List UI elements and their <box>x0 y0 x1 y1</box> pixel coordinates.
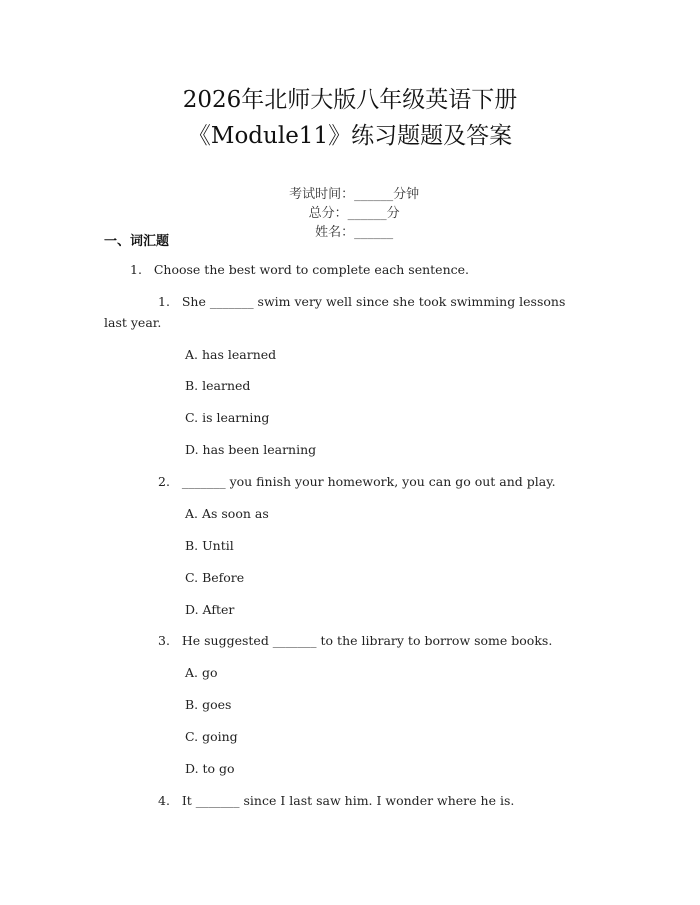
exam-name-field: 姓名：______ <box>315 225 394 240</box>
question-2-option-c: C. Before <box>185 570 245 585</box>
instruction: 1. Choose the best word to complete each sentence. <box>130 262 470 277</box>
question-3-option-a: A. go <box>185 665 218 680</box>
question-3-text: 3. He suggested _______ to the library to borrow some books. <box>158 633 553 648</box>
question-1-option-b: B. learned <box>185 378 251 393</box>
question-3-option-b: B. goes <box>185 697 232 712</box>
question-1-text-cont: last year. <box>104 315 162 330</box>
question-1-option-d: D. has been learning <box>185 442 317 457</box>
exam-total-score: 总分：______分 <box>308 206 400 221</box>
document-title-line2: 《Module11》练习题题及答案 <box>187 123 513 149</box>
question-3-option-c: C. going <box>185 729 238 744</box>
document-title-line1: 2026年北师大版八年级英语下册 <box>182 87 518 113</box>
question-2-option-b: B. Until <box>185 538 234 553</box>
question-1-option-c: C. is learning <box>185 410 270 425</box>
question-2-option-d: D. After <box>185 602 235 617</box>
exam-time: 考试时间：______分钟 <box>289 187 420 202</box>
question-1-text: 1. She _______ swim very well since she took swimming lessons <box>158 294 566 309</box>
question-1-option-a: A. has learned <box>185 347 277 362</box>
question-2-option-a: A. As soon as <box>185 506 269 521</box>
question-2-text: 2. _______ you finish your homework, you can go out and play. <box>158 474 556 489</box>
question-4-text: 4. It _______ since I last saw him. I wonder where he is. <box>158 793 515 808</box>
section-heading: 一、词汇题 <box>104 234 170 249</box>
question-3-option-d: D. to go <box>185 761 235 776</box>
